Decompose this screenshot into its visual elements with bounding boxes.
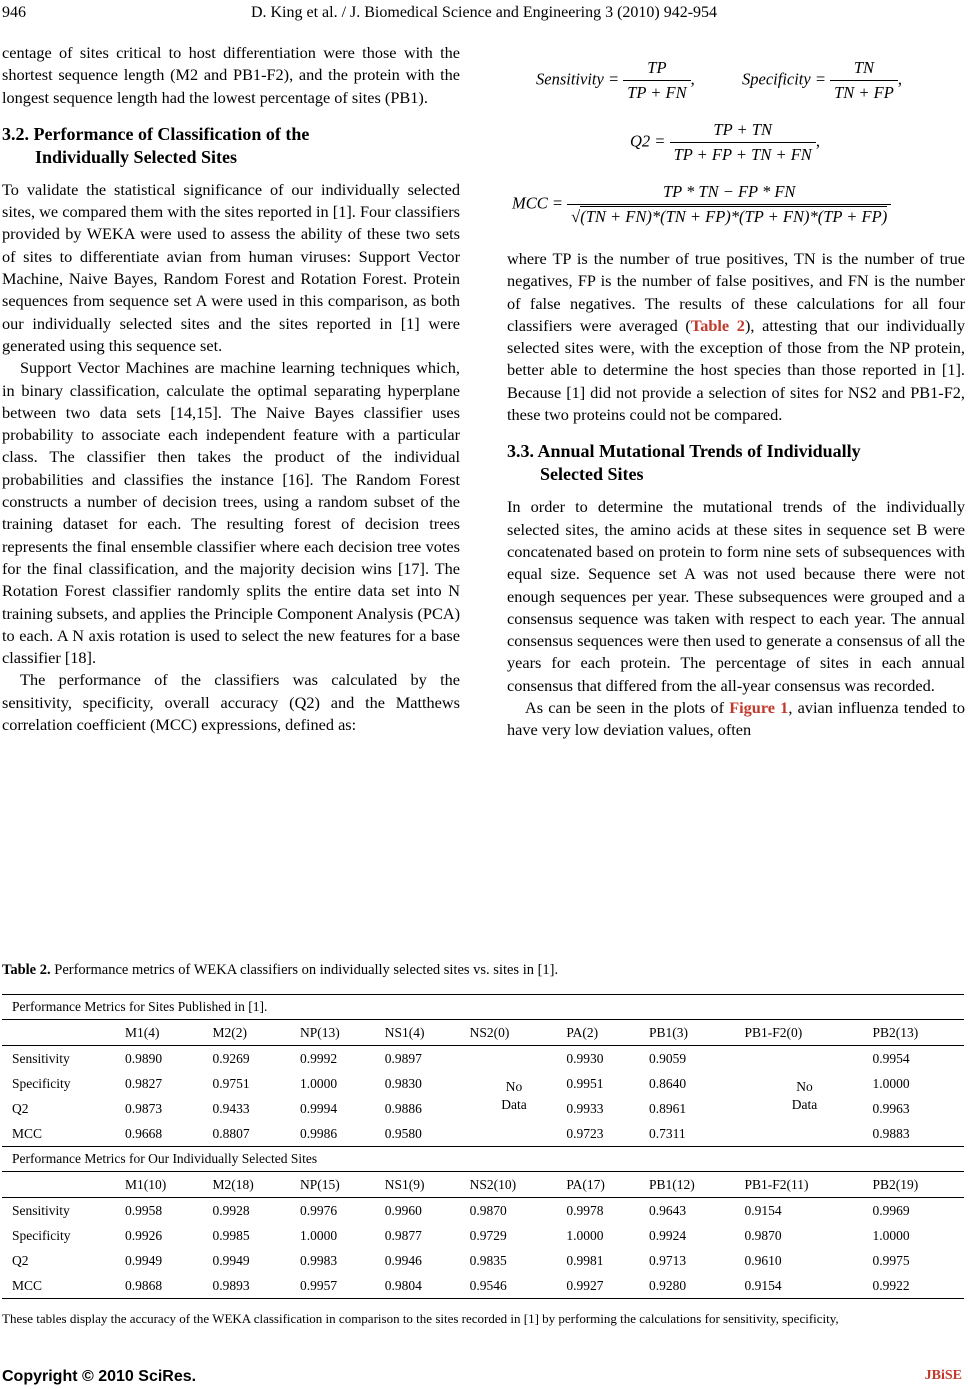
table-cell: 0.9922 [868,1273,964,1299]
table-cell: 1.0000 [872,1075,910,1091]
table-cell: 0.9949 [212,1252,250,1268]
no-data-cell: No Data [791,1079,818,1112]
column-header: NS2(0) [466,1020,563,1046]
table-cell: 0.8640 [649,1075,687,1091]
table-header-row [2,1172,964,1198]
row-label: Q2 [12,1100,29,1116]
table-cell: 0.8961 [649,1100,687,1116]
left-column [2,42,460,736]
table-cell: 0.9986 [296,1121,381,1147]
table-cell: 0.9883 [868,1121,964,1147]
table-cell: 0.9751 [212,1075,250,1091]
table-cell: 0.9983 [299,1252,338,1268]
paragraph: In order to determine the mutational trends of the individually selected sites, the amino acids at these sites in sequence set B were concatenated based on protein to form nine sets of subsequences with equal size. Sequence set A was not used because there were not enough sequences per year. These subsequences were grouped and a consensus sequence was taken with respect to each year. The annual consensus sequences were then used to generate a consensus of all the years for each protein. The percentage of sites in each annual consensus that differed from the all-year consensus was recorded. [507,497,965,695]
journal-abbrev: JBiSE [924,1368,962,1383]
table-cell: 0.9985 [212,1227,250,1243]
column-header: M2(18) [208,1172,295,1198]
row-label: Specificity [12,1227,71,1243]
table-cell: 0.9643 [649,1202,687,1218]
table-cell: 0.9930 [566,1050,604,1066]
table-cell: 0.9610 [744,1252,782,1268]
table-cell: 0.9668 [121,1121,208,1147]
table-cell: 0.9280 [645,1273,741,1299]
paragraph: The performance of the classifiers was calculated by the sensitivity, specificity, overall accuracy (Q2) and the Matthews correlation coefficient (MCC) expressions, defined as: [2,670,460,735]
table-row [2,1198,964,1224]
column-header: NS2(10) [466,1172,563,1198]
section-heading-3-2: 3.2. Performance of Classification of the Individually Selected Sites [2,123,310,167]
column-header: NS1(4) [381,1020,466,1046]
right-column [507,248,965,742]
table-cell: 0.9928 [212,1202,250,1218]
paragraph: To validate the statistical significance of our individually selected sites, we compared them with the sites reported in [1]. Four classifiers provided by WEKA were used to assess the ability of these two sets of sites to differentiate avian from human viruses: Support Vector Machine, Naive Bayes, Random Forest and Rotation Forest. Protein sequences from sequence set A were used in this comparison, as both our individually selected sites and the sites reported in [1] were generated using this sequence set. [2,179,460,355]
table-cell: 0.9978 [566,1202,604,1218]
table-cell: 0.9580 [381,1121,466,1147]
table-cell: 0.9835 [469,1252,507,1268]
paragraph: As can be seen in the plots of Figure 1, avian influenza tended to have very low deviation values, often [507,698,965,740]
table-row [2,1248,964,1273]
specificity-equation: Specificity = $\frac{TN}{TN + FP}$ , [742,58,902,102]
paragraph: where TP is the number of true positives, TN is the number of true negatives, FP is the number of false positives, and FN is the number of false negatives. The results of these calculations for all four classifiers were averaged (Table 2), attesting that our individually selected sites were, with the exception of those from the NP protein, better able to determine the host species than those reported in [1]. Because [1] did not provide a selection of sites for NS2 and PB1-F2, these two proteins could not be compared. [507,249,965,425]
table-cell: 0.9827 [125,1075,163,1091]
table-cell: 0.9546 [466,1273,563,1299]
table-cell: 0.9976 [299,1202,338,1218]
paragraph: Support Vector Machines are machine learning techniques which, in binary classification, calculate the optimal separating hyperplane between two data sets [14,15]. The Naive Bayes classifier uses probability to associate each independent feature with a particular class. The classifier then takes the product of the individual probabilities and classifies the instance [16]. The Random Forest constructs a number of decision trees, using a random subset of the training dataset for each. The resulting forest of decision trees represents the final ensemble classifier where each decision tree votes for the final classification, and the majority decision wins [17]. The Rotation Forest classifier randomly splits the entire data set into N training subsets, and applies the Principle Component Analysis (PCA) to each. A N axis rotation is used to select the new features for a base classifier [18]. [2,358,460,668]
table-cell: 0.9958 [125,1202,163,1218]
table-cell: 1.0000 [566,1227,604,1243]
row-label: Q2 [12,1252,29,1268]
table-cell: 0.9433 [212,1100,250,1116]
table-cell: 0.9877 [384,1227,422,1243]
column-header: NS1(9) [381,1172,466,1198]
column-header: PB1-F2(0) [741,1020,869,1046]
column-header: M1(10) [121,1172,208,1198]
q2-equation: Q2 = $\frac{TP + TN}{TP + FP + TN + FN}$ , [630,120,820,164]
table-cell: 0.9933 [566,1100,604,1116]
no-data-cell: No Data [501,1079,527,1112]
table-cell: 0.9893 [208,1273,295,1299]
table-cell: 0.9951 [566,1075,604,1091]
table-cell: 0.9926 [125,1227,163,1243]
table-note: These tables display the accuracy of the WEKA classification in comparison to the sites recorded in [1] by performing the calculations for sensitivity, specificity, [2,1311,839,1326]
table-cell: 0.9729 [469,1227,507,1243]
table-cell: 0.9713 [649,1252,687,1268]
table-cell: 0.9804 [381,1273,466,1299]
table-cell: 0.9981 [566,1252,604,1268]
table-cell: 1.0000 [872,1227,910,1243]
column-header: M2(2) [208,1020,295,1046]
table-cell: 0.9957 [296,1273,381,1299]
table-cell: 0.9830 [384,1075,422,1091]
table-section-title: Performance Metrics for Sites Published in [1]. [2,995,964,1020]
table-section-title: Performance Metrics for Our Individually Selected Sites [2,1147,964,1172]
table-cell: 0.9886 [384,1100,422,1116]
table-cell: 0.9963 [872,1100,910,1116]
table-cell: 0.9946 [384,1252,422,1268]
table-cell: 0.9924 [649,1227,687,1243]
table-2-link[interactable]: Table 2 [690,315,745,335]
table-cell: 0.9949 [125,1252,163,1268]
table-cell: 0.9927 [562,1273,645,1299]
row-label: MCC [2,1121,121,1147]
table-cell: 0.9890 [125,1050,163,1066]
table-cell: 1.0000 [299,1075,338,1091]
table-cell: 0.9870 [469,1202,507,1218]
table-cell: 0.9723 [562,1121,645,1147]
table-cell: 0.9969 [872,1202,910,1218]
column-header [2,1172,121,1198]
table-cell: 0.9868 [121,1273,208,1299]
table-cell: 0.9954 [872,1050,910,1066]
table-cell: 0.9975 [872,1252,910,1268]
table-cell: 0.9870 [744,1227,782,1243]
table-cell: 0.9269 [212,1050,250,1066]
table-section-row [2,1147,964,1172]
mcc-equation: MCC = $\frac{TP * TN - FP * FN}{√(TN + FN)*(TN + FP)*(TP + FN)*(TP + FP)}$ [512,182,891,227]
table-cell: 0.9992 [299,1050,338,1066]
column-header: PB1(12) [645,1172,741,1198]
table-cell: 0.9873 [125,1100,163,1116]
table-cell: 1.0000 [299,1227,338,1243]
column-header: PA(17) [562,1172,645,1198]
paragraph: centage of sites critical to host differentiation were those with the shortest sequence length (M2 and PB1-F2), and the protein with the longest sequence length had the lowest percentage of sites (PB1). [2,43,460,107]
column-header: M1(4) [121,1020,208,1046]
column-header [2,1020,121,1046]
row-label: Specificity [12,1075,71,1091]
table-row [2,1046,964,1072]
running-header [0,4,968,26]
column-header: NP(15) [296,1172,381,1198]
column-header: PB2(13) [868,1020,964,1046]
column-header: PB1(3) [645,1020,741,1046]
table-cell: 0.9994 [299,1100,338,1116]
row-label: Sensitivity [12,1050,70,1066]
page-number: 946 [2,4,26,21]
sensitivity-equation: Sensitivity = $\frac{TP}{TP + FN}$ , [536,58,695,102]
figure-1-link[interactable]: Figure 1 [729,698,789,718]
running-title: D. King et al. / J. Biomedical Science and Engineering 3 (2010) 942-954 [250,4,718,21]
row-label: MCC [2,1273,121,1299]
table-cell: 0.9154 [741,1273,869,1299]
table-cell: 0.7311 [645,1121,741,1147]
column-header: PB2(19) [868,1172,964,1198]
table-cell: 0.9897 [384,1050,422,1066]
table-row [2,1223,964,1248]
performance-table [2,994,964,1299]
row-label: Sensitivity [12,1202,70,1218]
table-caption: Table 2. Performance metrics of WEKA classifiers on individually selected sites vs. sites in [1]. [2,962,559,978]
copyright: Copyright © 2010 SciRes. [2,1368,197,1385]
column-header: PB1-F2(11) [741,1172,869,1198]
section-heading-3-3: 3.3. Annual Mutational Trends of Individually Selected Sites [507,441,861,485]
table-section-row [2,995,964,1020]
column-header: PA(2) [562,1020,645,1046]
table-cell: 0.9154 [744,1202,782,1218]
column-header: NP(13) [296,1020,381,1046]
table-header-row [2,1020,964,1046]
table-cell: 0.9960 [384,1202,422,1218]
table-cell: 0.8807 [208,1121,295,1147]
table-cell: 0.9059 [649,1050,687,1066]
table-row [2,1273,964,1299]
